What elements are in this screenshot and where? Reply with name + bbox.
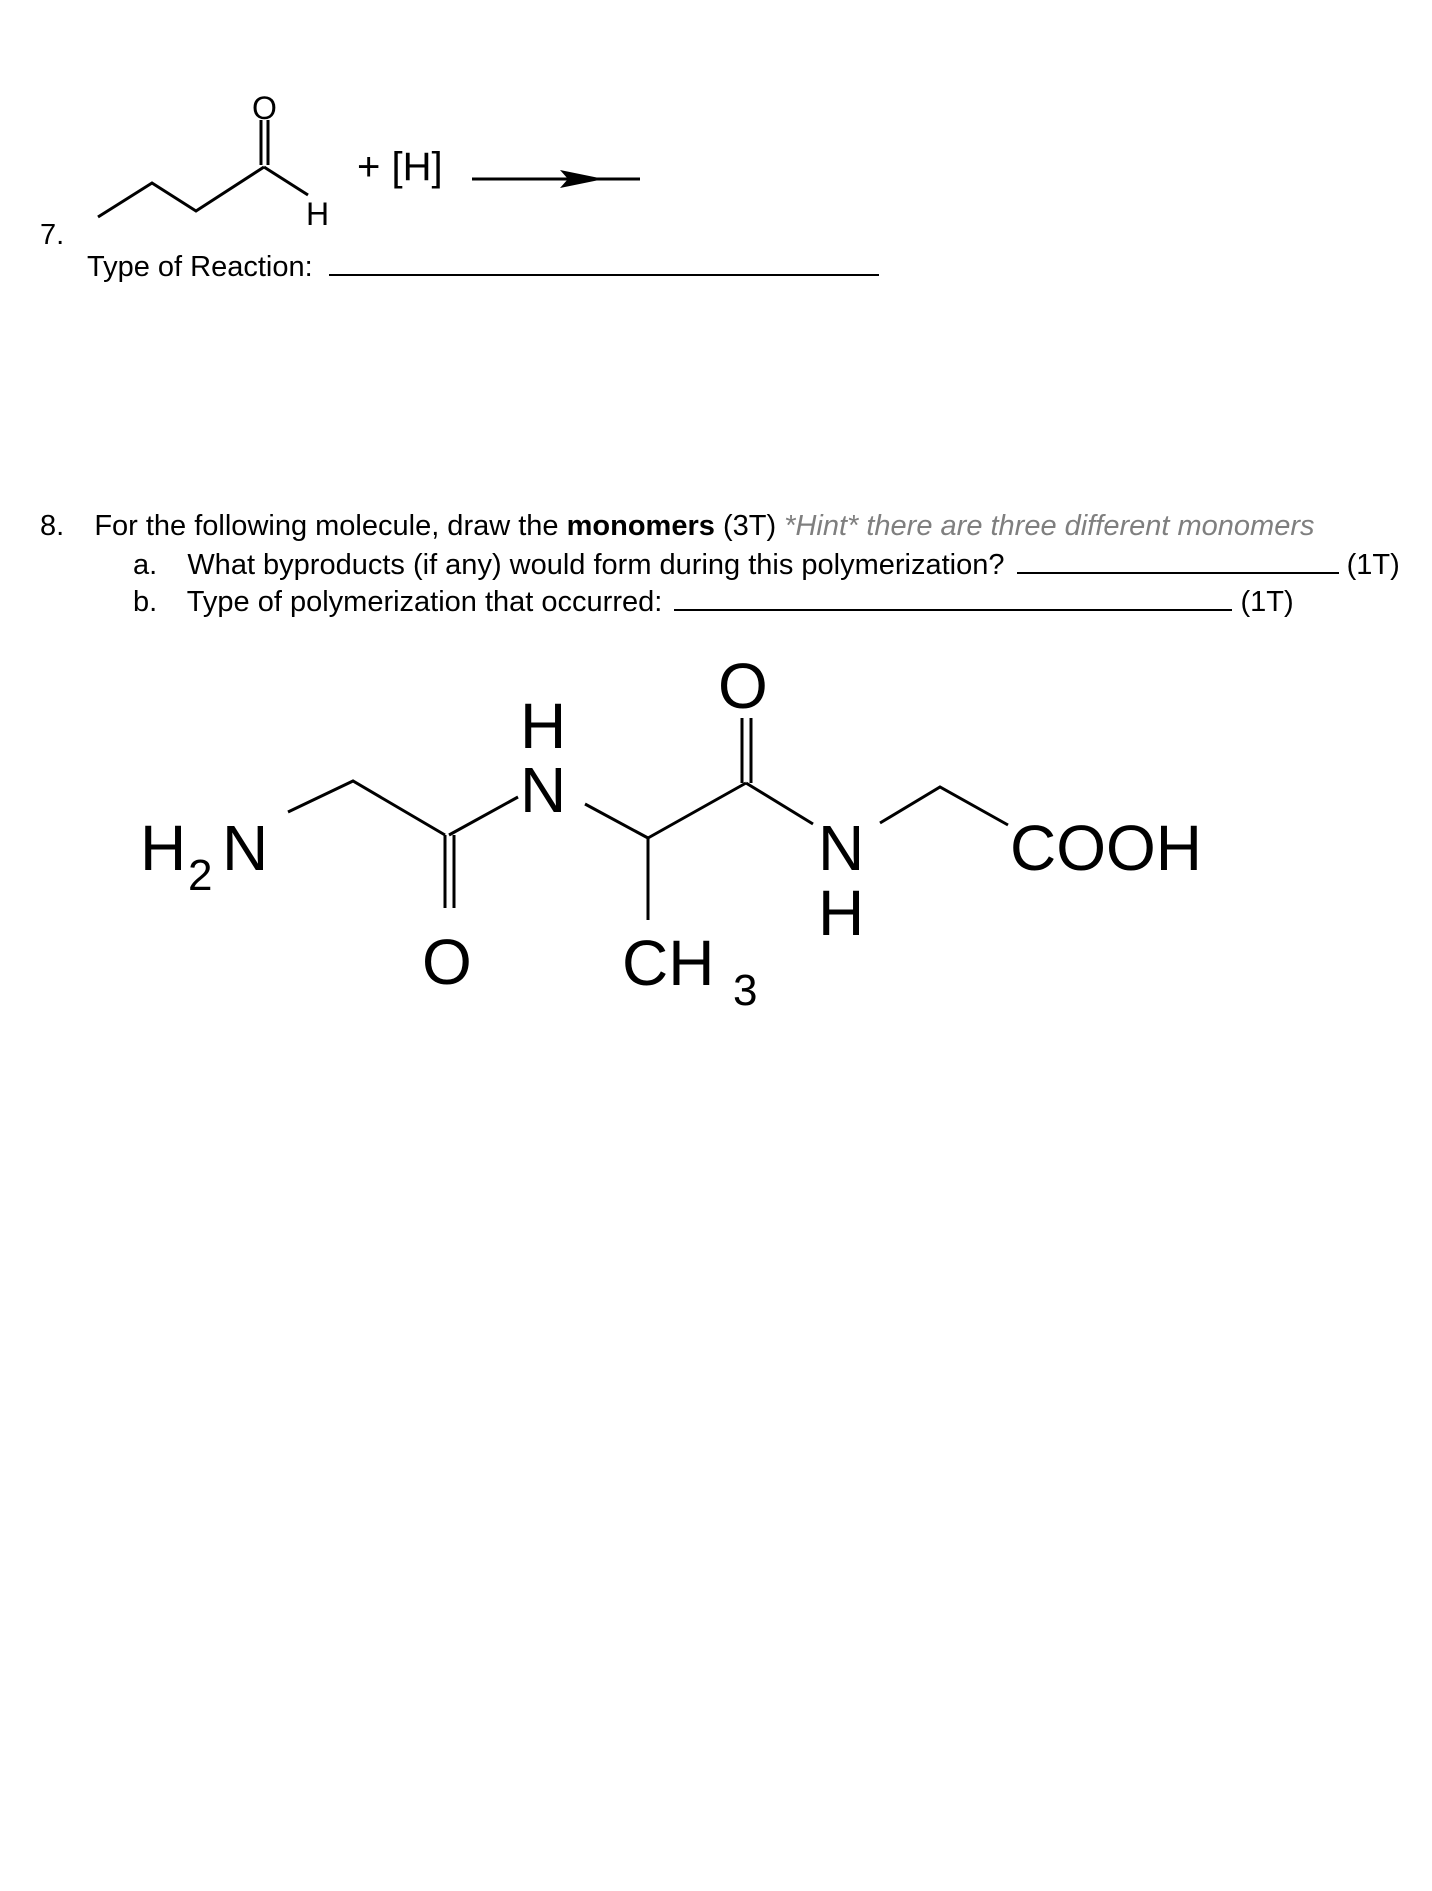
question-8-points: (3T) — [722, 510, 777, 542]
carbonyl-oxygen-label: O — [252, 95, 277, 126]
amide-1-h-label: H — [520, 690, 567, 762]
methyl-subscript: 3 — [733, 966, 758, 1015]
question-8-prompt-text: For the following molecule, draw the — [94, 510, 559, 542]
carboxylic-acid-label: COOH — [1010, 812, 1202, 884]
backbone-bond-5 — [746, 783, 813, 824]
question-8-hint: *Hint* there are three different monomers — [784, 510, 1315, 542]
question-8a-label: a. — [133, 549, 158, 581]
aldehyde-hydrogen-label: H — [306, 196, 330, 232]
backbone-bond-6 — [880, 787, 1008, 825]
question-8a-points: (1T) — [1346, 549, 1400, 581]
backbone-bond-1 — [288, 781, 445, 835]
reagent-label: + [H] — [357, 145, 443, 189]
methyl-ch-label: CH — [622, 927, 715, 999]
amine-n-label: N — [222, 812, 269, 884]
carbonyl-1-oxygen-label: O — [422, 926, 472, 998]
backbone-bond-2 — [449, 797, 518, 835]
amine-h-label: H — [140, 812, 187, 884]
question-8b-points: (1T) — [1240, 586, 1294, 618]
amine-subscript: 2 — [188, 851, 213, 900]
question-8a-text: What byproducts (if any) would form during this polymerization? — [187, 549, 1005, 581]
question-8-number: 8. — [40, 510, 65, 542]
amide-2-h-label: H — [818, 877, 865, 949]
backbone-bond-3 — [585, 804, 648, 838]
question-8b-text: Type of polymerization that occurred: — [186, 586, 663, 618]
amide-2-n-label: N — [818, 812, 865, 884]
question-7-number: 7. — [40, 219, 65, 251]
backbone-bond-4 — [648, 783, 746, 838]
type-of-reaction-label: Type of Reaction: — [87, 251, 313, 283]
question-8-prompt-bold: monomers — [566, 510, 715, 542]
carbonyl-2-oxygen-label: O — [718, 650, 768, 722]
question-8b-label: b. — [133, 586, 158, 618]
amide-1-n-label: N — [520, 754, 567, 826]
